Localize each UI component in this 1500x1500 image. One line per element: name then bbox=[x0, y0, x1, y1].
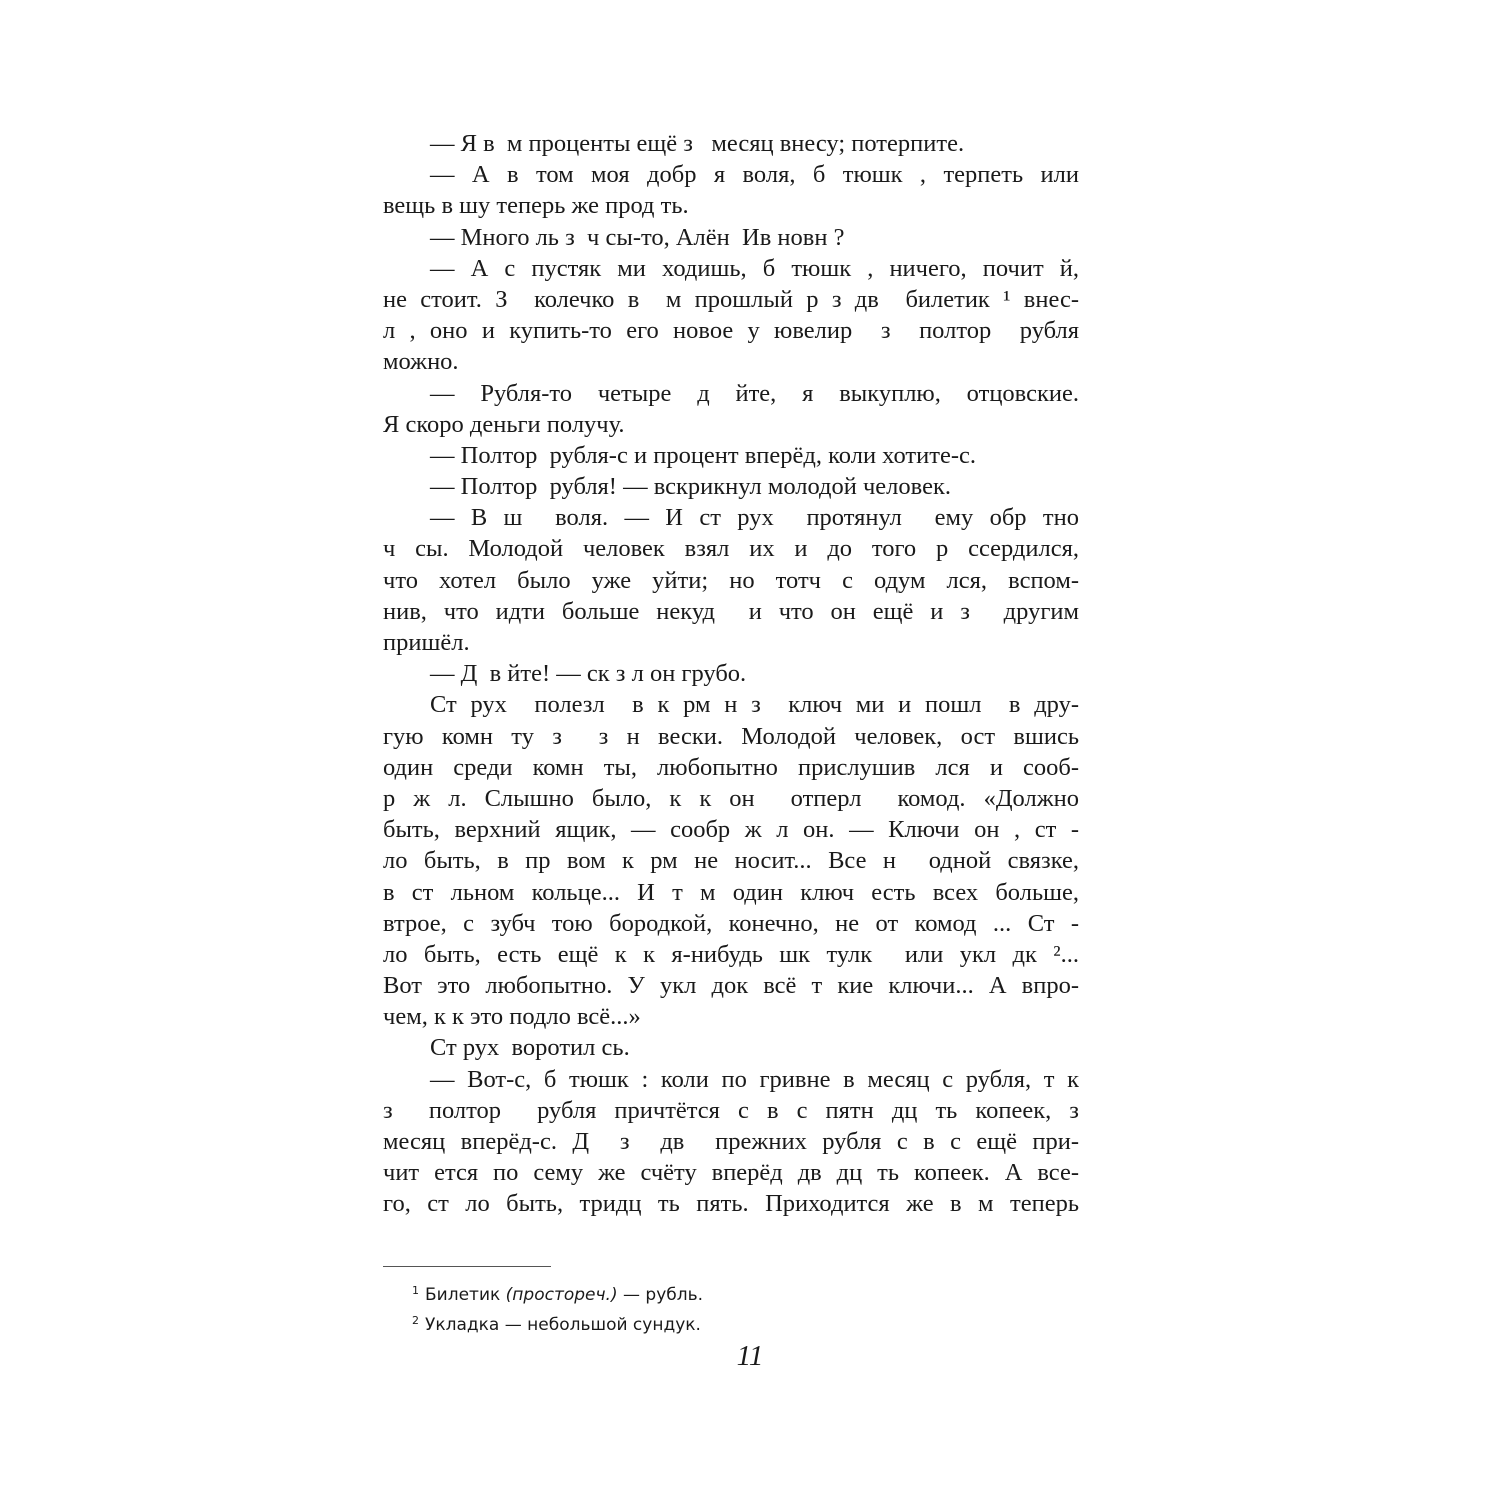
footnote-term: Билетик bbox=[425, 1285, 501, 1305]
text-line: — А в том моя добр я воля, б тюшк , терпеть или bbox=[430, 161, 1079, 189]
text-line: месяц вперёд-с. Д з дв прежних рубля с в с ещё при- bbox=[383, 1128, 1079, 1155]
text-line: Вот это любопытно. У укл док всё т кие ключи... А впро- bbox=[383, 972, 1079, 1000]
text-line: втрое, с зубч тою бородкой, конечно, не от комод ... Ст - bbox=[383, 909, 1079, 937]
text-line: Ст рух воротил сь. bbox=[430, 1034, 630, 1062]
footnote-1 bbox=[412, 1276, 1072, 1306]
text-line: быть, верхний ящик, — сообр ж л он. — Ключи он , ст - bbox=[383, 816, 1079, 844]
text-line: вещь в шу теперь же прод ть. bbox=[383, 192, 689, 220]
body-text bbox=[383, 128, 1079, 1220]
text-line: что хотел было уже уйти; но тотч с одум лся, вспом- bbox=[383, 566, 1079, 594]
text-line: нив, что идти больше некуд и что он ещё и з другим bbox=[383, 597, 1079, 625]
text-line: ло быть, в пр вом к рм не носит... Все н одной связке, bbox=[383, 847, 1079, 875]
text-line: — А с пустяк ми ходишь, б тюшк , ничего, почит й, bbox=[430, 254, 1079, 282]
footnote-term: Укладка bbox=[425, 1315, 500, 1335]
text-line: чит ется по сему же счёту вперёд дв дц ть копеек. А все- bbox=[383, 1159, 1079, 1187]
text-line: в ст льном кольце... И т м один ключ есть всех больше, bbox=[383, 878, 1079, 906]
text-line: го, ст ло быть, тридц ть пять. Приходится же в м теперь bbox=[383, 1190, 1079, 1218]
footnote-divider bbox=[383, 1266, 551, 1267]
footnote-definition: — небольшой сундук. bbox=[504, 1315, 701, 1335]
footnote-note: (простореч.) bbox=[505, 1285, 618, 1305]
text-line: — В ш воля. — И ст рух протянул ему обр тно bbox=[430, 504, 1079, 532]
text-line: Ст рух полезл в к рм н з ключ ми и пошл в дру- bbox=[430, 691, 1079, 719]
text-line: — Много ль з ч сы-то, Алён Ив новн ? bbox=[430, 223, 845, 251]
text-line: Я скоро деньги получу. bbox=[383, 410, 625, 438]
text-line: ч сы. Молодой человек взял их и до того р ссердился, bbox=[383, 535, 1079, 563]
footnote-2 bbox=[412, 1306, 1072, 1336]
footnotes bbox=[412, 1276, 1072, 1336]
text-line: не стоит. З колечко в м прошлый р з дв билетик ¹ внес- bbox=[383, 285, 1079, 313]
text-line: — Я в м проценты ещё з месяц внесу; потерпите. bbox=[430, 130, 965, 157]
text-line: ло быть, есть ещё к к я-нибудь шк тулк или укл дк ²... bbox=[383, 940, 1079, 968]
text-line: — Рубля-то четыре д йте, я выкуплю, отцовские. bbox=[430, 379, 1079, 407]
text-line: — Полтор рубля! — вскрикнул молодой человек. bbox=[430, 473, 951, 501]
text-line: один среди комн ты, любопытно прислушив лся и сооб- bbox=[383, 753, 1079, 781]
footnote-marker: 1 bbox=[412, 1284, 419, 1297]
text-line: — Д в йте! — ск з л он грубо. bbox=[430, 660, 747, 688]
text-line: з полтор рубля причтётся с в с пятн дц ть копеек, з bbox=[383, 1096, 1079, 1124]
text-line: пришёл. bbox=[383, 629, 470, 656]
page-number: 11 bbox=[736, 1340, 764, 1372]
footnote-definition: — рубль. bbox=[623, 1285, 704, 1305]
text-line: гую комн ту з з н вески. Молодой человек, ост вшись bbox=[383, 722, 1079, 750]
text-line: — Вот-с, б тюшк : коли по гривне в месяц с рубля, т к bbox=[430, 1065, 1079, 1093]
text-line: л , оно и купить-то его новое у ювелир з полтор рубля bbox=[383, 317, 1079, 345]
text-line: можно. bbox=[383, 348, 459, 376]
footnote-marker: 2 bbox=[412, 1314, 419, 1327]
text-line: р ж л. Слышно было, к к он отперл комод. «Должно bbox=[383, 784, 1079, 812]
text-line: чем, к к это подло всё...» bbox=[383, 1003, 641, 1031]
text-line: — Полтор рубля-с и процент вперёд, коли хотите-с. bbox=[430, 441, 976, 469]
